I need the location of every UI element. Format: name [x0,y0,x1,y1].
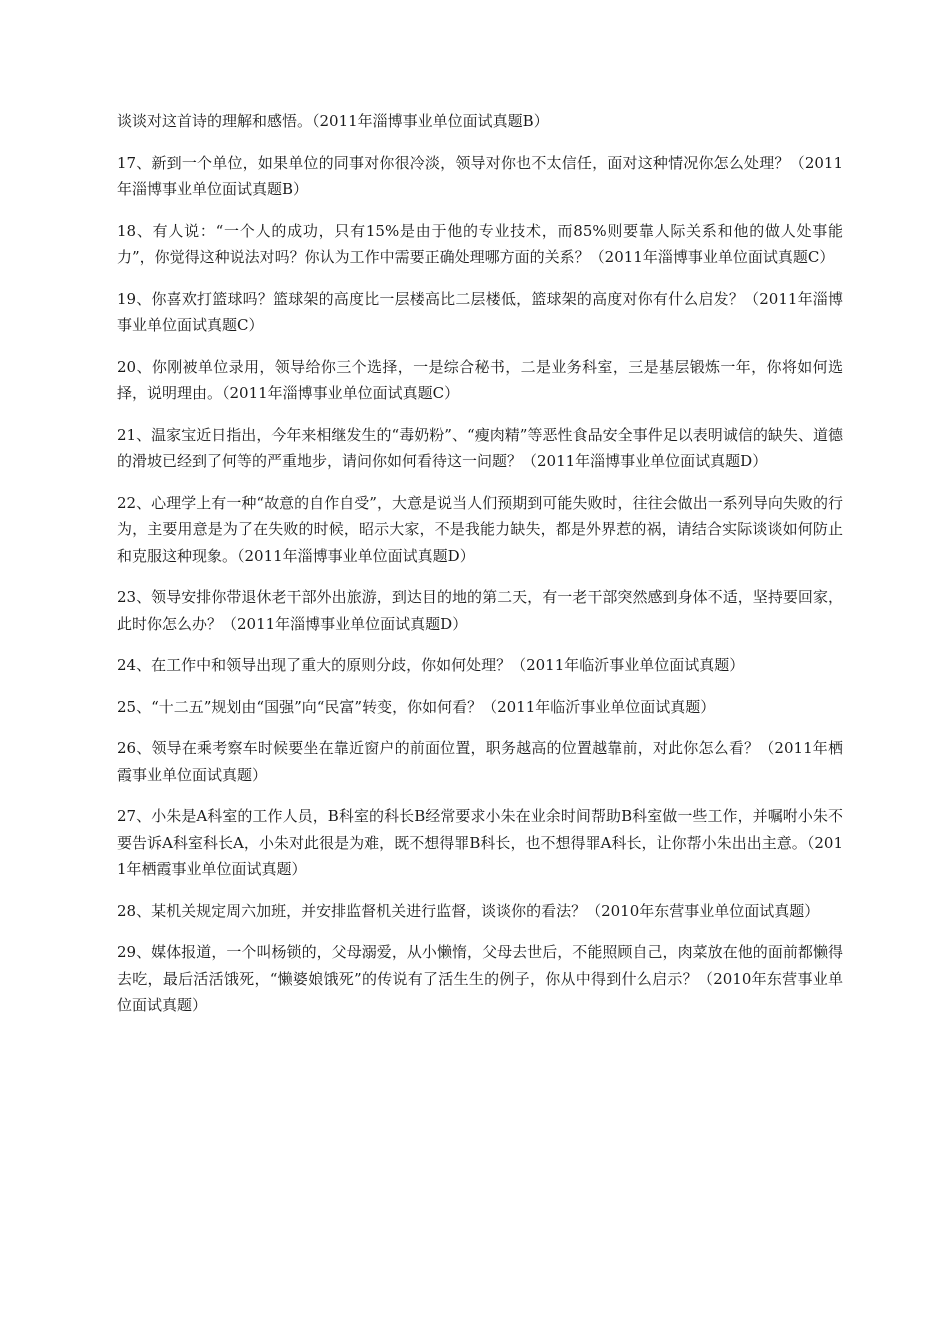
paragraph-q17: 17、新到一个单位，如果单位的同事对你很冷淡，领导对你也不太信任，面对这种情况你怎么处理？（2011年淄博事业单位面试真题B） [117,153,843,198]
paragraph-q24: 24、在工作中和领导出现了重大的原则分歧，你如何处理？（2011年临沂事业单位面试真题） [117,656,745,674]
document-page [117,108,843,1034]
paragraph-q18: 18、有人说：“一个人的成功，只有15%是由于他的专业技术，而85%则要靠人际关系和他的做人处事能力”，你觉得这种说法对吗？你认为工作中需要正确处理哪方面的关系？（2011年淄博事业单位面试真题C） [117,221,843,266]
paragraph-q19: 19、你喜欢打篮球吗？篮球架的高度比一层楼高比二层楼低，篮球架的高度对你有什么启发？（2011年淄博事业单位面试真题C） [117,289,843,334]
paragraph-q16-continuation: 谈谈对这首诗的理解和感悟。（2011年淄博事业单位面试真题B） [117,112,549,130]
paragraph-q25: 25、“十二五”规划由“国强”向“民富”转变，你如何看？（2011年临沂事业单位面试真题） [117,697,716,716]
paragraph-q21: 21、温家宝近日指出，今年来相继发生的“毒奶粉”、“瘦肉精”等恶性食品安全事件足以表明诚信的缺失、道德的滑坡已经到了何等的严重地步，请问你如何看待这一问题？（2011年淄博事业单位面试真题D） [117,425,843,470]
paragraph-q20: 20、你刚被单位录用，领导给你三个选择，一是综合秘书，二是业务科室，三是基层锻炼一年，你将如何选择，说明理由。（2011年淄博事业单位面试真题C） [117,357,843,402]
paragraph-q28: 28、某机关规定周六加班，并安排监督机关进行监督，谈谈你的看法？（2010年东营事业单位面试真题） [117,901,820,920]
paragraph-q26: 26、领导在乘考察车时候要坐在靠近窗户的前面位置，职务越高的位置越靠前，对此你怎么看？（2011年栖霞事业单位面试真题） [117,739,843,784]
paragraph-q27: 27、小朱是A科室的工作人员，B科室的科长B经常要求小朱在业余时间帮助B科室做一些工作，并嘱咐小朱不要告诉A科室科长A，小朱对此很是为难，既不想得罪B科长，也不想得罪A科长，让你帮小朱出出主意。（2011年栖霞事业单位面试真题） [117,807,843,878]
paragraph-q29: 29、媒体报道，一个叫杨锁的，父母溺爱，从小懒惰，父母去世后，不能照顾自己，肉菜放在他的面前都懒得去吃，最后活活饿死，“懒婆娘饿死”的传说有了活生生的例子，你从中得到什么启示？（2010年东营事业单位面试真题） [117,943,843,1014]
paragraph-q22: 22、心理学上有一种“故意的自作自受”，大意是说当人们预期到可能失败时，往往会做出一系列导向失败的行为，主要用意是为了在失败的时候，昭示大家，不是我能力缺失，都是外界惹的祸，请结合实际谈谈如何防止和克服这种现象。（2011年淄博事业单位面试真题D） [117,493,843,565]
paragraph-q23: 23、领导安排你带退休老干部外出旅游，到达目的地的第二天，有一老干部突然感到身体不适，坚持要回家，此时你怎么办？（2011年淄博事业单位面试真题D） [117,588,843,633]
